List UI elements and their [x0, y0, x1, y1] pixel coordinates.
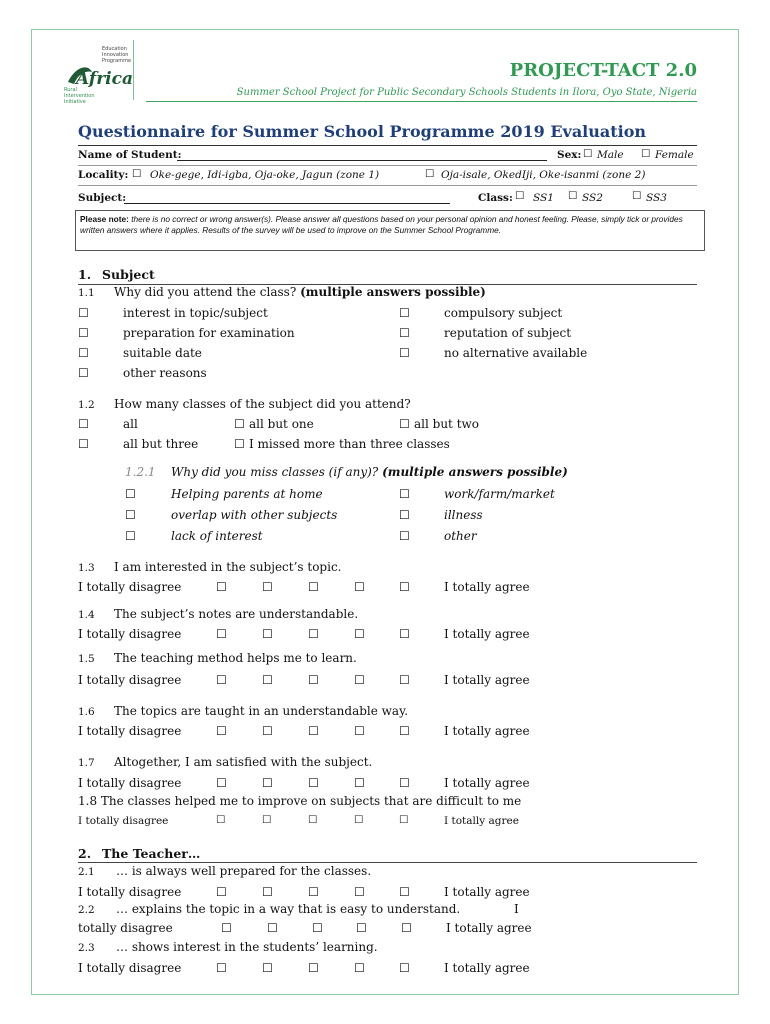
q12-opt5-label: I missed more than three classes — [249, 437, 450, 451]
sex-female-checkbox[interactable]: ☐ — [641, 148, 651, 160]
q16-rating-3[interactable]: ☐ — [308, 724, 319, 738]
q14-rating-3[interactable]: ☐ — [308, 627, 319, 641]
q13-number: 1.3 — [78, 562, 95, 574]
q13-rating-2[interactable]: ☐ — [262, 580, 273, 594]
sex-label: Sex: — [557, 149, 582, 161]
q12-opt5-checkbox[interactable]: ☐ — [234, 437, 245, 451]
q12-opt2-label: all but one — [249, 417, 314, 431]
q15-question: The teaching method helps me to learn. — [114, 651, 357, 665]
q12-number: 1.2 — [78, 399, 95, 411]
q121-question: Why did you miss classes (if any)? (multiple answers possible) — [171, 465, 568, 479]
q14-scale-right: I totally agree — [444, 627, 530, 641]
q17-question: Altogether, I am satisfied with the subject. — [114, 755, 373, 769]
section2-number: 2. — [78, 846, 92, 861]
locality-zone1-checkbox[interactable]: ☐ — [132, 168, 142, 180]
locality-label: Locality: — [78, 169, 129, 181]
q13-rating-5[interactable]: ☐ — [399, 580, 410, 594]
section1-number: 1. — [78, 267, 92, 282]
q17-number: 1.7 — [78, 757, 95, 769]
q23-number: 2.3 — [78, 942, 95, 954]
q121-opt5-label: lack of interest — [171, 529, 263, 543]
subject-label: Subject: — [78, 192, 127, 204]
q11-number: 1.1 — [78, 287, 95, 299]
sex-male-checkbox[interactable]: ☐ — [583, 148, 593, 160]
q17-rating-2[interactable]: ☐ — [262, 776, 273, 790]
q121-opt4-checkbox[interactable]: ☐ — [399, 508, 410, 522]
q121-opt1-label: Helping parents at home — [171, 487, 323, 501]
q121-opt4-label: illness — [444, 508, 483, 522]
q121-opt5-checkbox[interactable]: ☐ — [125, 529, 136, 543]
class-ss2-checkbox[interactable]: ☐ — [568, 190, 578, 202]
q18-rating-3[interactable]: ☐ — [308, 814, 318, 826]
q15-number: 1.5 — [78, 653, 95, 665]
q23-scale-right: I totally agree — [444, 961, 530, 975]
q18-rating-1[interactable]: ☐ — [216, 814, 226, 826]
q11-opt5-checkbox[interactable]: ☐ — [78, 346, 89, 360]
q12-opt3-label: all but two — [414, 417, 480, 431]
logo-text-3: Programme — [102, 58, 132, 64]
q21-rating-3[interactable]: ☐ — [308, 885, 319, 899]
q16-scale-left: I totally disagree — [78, 724, 182, 738]
q11-opt2-label: compulsory subject — [444, 306, 563, 320]
class-ss1-label: SS1 — [533, 192, 554, 204]
q14-rating-1[interactable]: ☐ — [216, 627, 227, 641]
name-field[interactable] — [177, 160, 547, 161]
q11-opt5-label: suitable date — [123, 346, 202, 360]
q22-scale-left: totally disagree — [78, 921, 173, 935]
locality-zone2-label: Oja-isale, OkedIji, Oke-isanmi (zone 2) — [441, 169, 646, 181]
q22-rating-5[interactable]: ☐ — [401, 921, 412, 935]
q23-rating-3[interactable]: ☐ — [308, 961, 319, 975]
class-ss1-checkbox[interactable]: ☐ — [515, 190, 525, 202]
q17-rating-4[interactable]: ☐ — [354, 776, 365, 790]
header-rule — [146, 101, 697, 102]
q11-opt1-label: interest in topic/subject — [123, 306, 268, 320]
q11-opt4-label: reputation of subject — [444, 326, 572, 340]
logo-text-1: Education — [102, 46, 127, 52]
q14-scale-left: I totally disagree — [78, 627, 182, 641]
q21-rating-4[interactable]: ☐ — [354, 885, 365, 899]
q11-opt3-checkbox[interactable]: ☐ — [78, 326, 89, 340]
q17-scale-left: I totally disagree — [78, 776, 182, 790]
name-label: Name of Student: — [78, 149, 182, 161]
q11-opt4-checkbox[interactable]: ☐ — [399, 326, 410, 340]
q11-opt6-checkbox[interactable]: ☐ — [399, 346, 410, 360]
q12-opt4-label: all but three — [123, 437, 199, 451]
q12-opt4-checkbox[interactable]: ☐ — [78, 437, 89, 451]
q21-rating-1[interactable]: ☐ — [216, 885, 227, 899]
subject-field[interactable] — [124, 203, 450, 204]
q21-question: … is always well prepared for the classes. — [116, 864, 372, 878]
q18-question: 1.8 The classes helped me to improve on subjects that are difficult to me — [78, 794, 522, 808]
q12-question: How many classes of the subject did you attend? — [114, 397, 411, 411]
q11-opt1-checkbox[interactable]: ☐ — [78, 306, 89, 320]
africa-logo — [62, 42, 134, 106]
q18-rating-5[interactable]: ☐ — [399, 814, 409, 826]
logo-text-2: Innovation — [102, 52, 129, 58]
title-rule — [78, 145, 697, 146]
q22-question: … explains the topic in a way that is easy to understand. — [116, 902, 461, 916]
q13-rating-1[interactable]: ☐ — [216, 580, 227, 594]
q22-number: 2.2 — [78, 904, 95, 916]
q17-rating-3[interactable]: ☐ — [308, 776, 319, 790]
q121-opt3-label: overlap with other subjects — [171, 508, 338, 522]
q14-rating-2[interactable]: ☐ — [262, 627, 273, 641]
q15-scale-right: I totally agree — [444, 673, 530, 687]
q16-rating-4[interactable]: ☐ — [354, 724, 365, 738]
q22-rating-3[interactable]: ☐ — [312, 921, 323, 935]
section1-title: Subject — [102, 267, 155, 282]
q23-rating-4[interactable]: ☐ — [354, 961, 365, 975]
q12-opt1-label: all — [123, 417, 138, 431]
class-label: Class: — [478, 192, 513, 204]
note-box — [75, 210, 705, 251]
sex-female-label: Female — [655, 149, 694, 161]
q121-opt6-checkbox[interactable]: ☐ — [399, 529, 410, 543]
q15-rating-2[interactable]: ☐ — [262, 673, 273, 687]
q15-scale-left: I totally disagree — [78, 673, 182, 687]
q11-opt6-label: no alternative available — [444, 346, 588, 360]
section2-title: The Teacher… — [102, 846, 201, 861]
q13-rating-4[interactable]: ☐ — [354, 580, 365, 594]
q11-opt7-label: other reasons — [123, 366, 207, 380]
q13-question: I am interested in the subject’s topic. — [114, 560, 342, 574]
q121-opt1-checkbox[interactable]: ☐ — [125, 487, 136, 501]
q16-rating-2[interactable]: ☐ — [262, 724, 273, 738]
q14-rating-4[interactable]: ☐ — [354, 627, 365, 641]
q21-rating-5[interactable]: ☐ — [399, 885, 410, 899]
q16-rating-5[interactable]: ☐ — [399, 724, 410, 738]
q16-scale-right: I totally agree — [444, 724, 530, 738]
q12-opt1-checkbox[interactable]: ☐ — [78, 417, 89, 431]
locality-zone2-checkbox[interactable]: ☐ — [425, 168, 435, 180]
q21-number: 2.1 — [78, 866, 95, 878]
locality-zone1-label: Oke-gege, Idi-igba, Oja-oke, Jagun (zone 1) — [150, 169, 380, 181]
q17-rating-5[interactable]: ☐ — [399, 776, 410, 790]
logo-text-7: Initiative — [64, 99, 86, 105]
q121-opt2-checkbox[interactable]: ☐ — [399, 487, 410, 501]
note-label: Please note: — [80, 214, 129, 224]
q11-opt3-label: preparation for examination — [123, 326, 295, 340]
sex-male-label: Male — [597, 149, 624, 161]
logo-text-4: Africa — [76, 69, 133, 89]
q15-rating-5[interactable]: ☐ — [399, 673, 410, 687]
q15-rating-3[interactable]: ☐ — [308, 673, 319, 687]
project-subtitle: Summer School Project for Public Secondary Schools Students in Ilora, Oyo State, Nigeria — [236, 87, 697, 98]
q14-number: 1.4 — [78, 609, 95, 621]
q18-rating-4[interactable]: ☐ — [354, 814, 364, 826]
q13-scale-right: I totally agree — [444, 580, 530, 594]
logo-text-6: Intervention — [64, 93, 95, 99]
q11-opt2-checkbox[interactable]: ☐ — [399, 306, 410, 320]
q13-rating-3[interactable]: ☐ — [308, 580, 319, 594]
q22-rating-4[interactable]: ☐ — [356, 921, 367, 935]
q21-scale-left: I totally disagree — [78, 885, 182, 899]
class-ss3-label: SS3 — [646, 192, 667, 204]
q17-scale-right: I totally agree — [444, 776, 530, 790]
q121-opt6-label: other — [444, 529, 477, 543]
q121-number: 1.2.1 — [125, 465, 156, 479]
q22-carry: I — [514, 902, 519, 916]
q18-scale-left: I totally disagree — [78, 815, 169, 827]
q22-scale-right: I totally agree — [446, 921, 532, 935]
q14-rating-5[interactable]: ☐ — [399, 627, 410, 641]
q13-scale-left: I totally disagree — [78, 580, 182, 594]
logo-text-5: Rural — [64, 87, 77, 93]
class-ss2-label: SS2 — [582, 192, 603, 204]
q23-rating-5[interactable]: ☐ — [399, 961, 410, 975]
q121-opt3-checkbox[interactable]: ☐ — [125, 508, 136, 522]
q23-scale-left: I totally disagree — [78, 961, 182, 975]
q11-question: Why did you attend the class? (multiple answers possible) — [114, 285, 486, 299]
questionnaire-title: Questionnaire for Summer School Programme 2019 Evaluation — [78, 122, 647, 141]
q18-scale-right: I totally agree — [444, 815, 519, 827]
q121-opt2-label: work/farm/market — [444, 487, 555, 501]
q21-scale-right: I totally agree — [444, 885, 530, 899]
q23-rating-2[interactable]: ☐ — [262, 961, 273, 975]
q22-rating-2[interactable]: ☐ — [267, 921, 278, 935]
q23-question: … shows interest in the students’ learning. — [116, 940, 378, 954]
q16-question: The topics are taught in an understandable way. — [114, 704, 409, 718]
q16-number: 1.6 — [78, 706, 95, 718]
q15-rating-1[interactable]: ☐ — [216, 673, 227, 687]
q12-opt2-checkbox[interactable]: ☐ — [234, 417, 245, 431]
q11-opt7-checkbox[interactable]: ☐ — [78, 366, 89, 380]
q17-rating-1[interactable]: ☐ — [216, 776, 227, 790]
class-ss3-checkbox[interactable]: ☐ — [632, 190, 642, 202]
q23-rating-1[interactable]: ☐ — [216, 961, 227, 975]
note-text: there is no correct or wrong answer(s). Please answer all questions based on your personal opinion and honest feeling. Please, simply tick or provides written answers where it applies. Results of the survey will be used to improve on the Summer School Programme. — [80, 214, 683, 235]
q22-rating-1[interactable]: ☐ — [221, 921, 232, 935]
q14-question: The subject’s notes are understandable. — [114, 607, 359, 621]
q15-rating-4[interactable]: ☐ — [354, 673, 365, 687]
q21-rating-2[interactable]: ☐ — [262, 885, 273, 899]
project-title: PROJECT-TACT 2.0 — [509, 60, 697, 81]
q18-rating-2[interactable]: ☐ — [262, 814, 272, 826]
q12-opt3-checkbox[interactable]: ☐ — [399, 417, 410, 431]
q16-rating-1[interactable]: ☐ — [216, 724, 227, 738]
logo-divider — [133, 40, 134, 100]
